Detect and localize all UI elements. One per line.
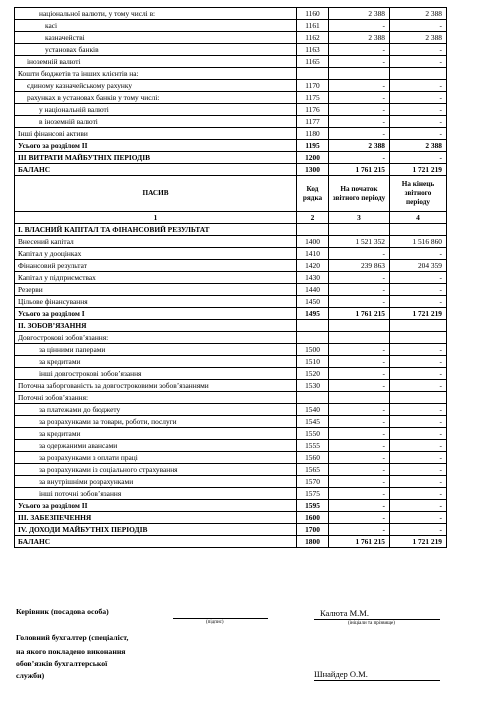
row-label: ІІІ ВИТРАТИ МАЙБУТНІХ ПЕРІОДІВ [15,152,297,164]
table-row [15,296,447,308]
row-end-value: - [390,56,447,68]
row-code: 1180 [297,128,329,140]
row-code: 1595 [297,500,329,512]
row-start-value: - [329,416,390,428]
row-label: за кредитами [15,428,297,440]
row-label: Кошти бюджетів та інших клієнтів на: [15,68,297,80]
table-row [15,92,447,104]
head-name: Калюта М.М. [320,608,369,618]
row-start-value: - [329,296,390,308]
row-code: 1200 [297,152,329,164]
row-start-value [329,320,390,332]
row-label: Усього за розділом ІІ [15,500,297,512]
row-code: 1800 [297,536,329,548]
row-start-value: - [329,488,390,500]
row-code: 1170 [297,80,329,92]
row-code: 1700 [297,524,329,536]
row-start-value: 1 761 215 [329,308,390,320]
row-end-value: - [390,416,447,428]
row-code [297,68,329,80]
row-code: 1195 [297,140,329,152]
row-start-value: 2 388 [329,8,390,20]
row-code: 1400 [297,236,329,248]
row-label: БАЛАНС [15,536,297,548]
table-row [15,8,447,20]
row-label: ІІ. ЗОБОВ’ЯЗАННЯ [15,320,297,332]
row-code: 1430 [297,272,329,284]
row-end-value: - [390,92,447,104]
row-start-value [329,332,390,344]
row-end-value: 2 388 [390,140,447,152]
table-row [15,284,447,296]
row-label: інші довгострокові зобов’язання [15,368,297,380]
row-code [297,332,329,344]
row-code [297,320,329,332]
table-row [15,104,447,116]
row-label: інші поточні зобов’язання [15,488,297,500]
row-code [297,392,329,404]
table-row [15,476,447,488]
table-row [15,536,447,548]
row-label: ПАСИВ [15,176,297,212]
row-code: 1540 [297,404,329,416]
row-label: іноземній валюті [15,56,297,68]
table-row [15,140,447,152]
accountant-name: Шнайдер О.М. [314,669,368,679]
row-start-value: - [329,56,390,68]
row-end-value: - [390,488,447,500]
row-code: 1450 [297,296,329,308]
row-label: Цільове фінансування [15,296,297,308]
row-end-value [390,392,447,404]
table-row [15,20,447,32]
row-end-value: - [390,464,447,476]
row-code: 1163 [297,44,329,56]
row-code [297,224,329,236]
table-row [15,236,447,248]
row-start-value: - [329,44,390,56]
row-code: 1410 [297,248,329,260]
row-code: 1510 [297,356,329,368]
row-label: БАЛАНС [15,164,297,176]
row-code: 1500 [297,344,329,356]
row-start-value: - [329,20,390,32]
row-start-value: 239 863 [329,260,390,272]
row-start-value [329,392,390,404]
row-label: І. ВЛАСНИЙ КАПІТАЛ ТА ФІНАНСОВИЙ РЕЗУЛЬТАТ [15,224,297,236]
row-start-value: 1 761 215 [329,164,390,176]
row-end-value [390,332,447,344]
row-start-value [329,68,390,80]
table-row [15,380,447,392]
row-label: за одержаними авансами [15,440,297,452]
table-row [15,404,447,416]
row-end-value: - [390,128,447,140]
row-end-value: - [390,296,447,308]
accountant-name-line [314,680,440,681]
row-label: Інші фінансові активи [15,128,297,140]
row-start-value: - [329,128,390,140]
row-code: 1161 [297,20,329,32]
row-code: 1545 [297,416,329,428]
table-row [15,248,447,260]
row-start-value [329,224,390,236]
row-end-value: - [390,428,447,440]
row-label: Довгострокові зобов’язання: [15,332,297,344]
row-code: 1555 [297,440,329,452]
row-end-value: - [390,344,447,356]
row-end-value [390,224,447,236]
row-label: Фінансовий результат [15,260,297,272]
row-code: 1520 [297,368,329,380]
table-row [15,272,447,284]
table-row [15,260,447,272]
table-row [15,500,447,512]
table-row [15,308,447,320]
row-code: 1565 [297,464,329,476]
row-end-value: - [390,104,447,116]
row-start-value: 1 521 352 [329,236,390,248]
table-row [15,392,447,404]
row-code: 1560 [297,452,329,464]
row-label: Резерви [15,284,297,296]
row-label: за внутрішніми розрахунками [15,476,297,488]
accountant-title-1: Головний бухгалтер (спеціаліст, [16,633,129,642]
table-row [15,512,447,524]
table-row [15,416,447,428]
row-start-value: На початок звітного періоду [329,176,390,212]
row-end-value: - [390,440,447,452]
row-label: Усього за розділом ІІ [15,140,297,152]
row-end-value: - [390,248,447,260]
table-row [15,80,447,92]
row-label: IV. ДОХОДИ МАЙБУТНІХ ПЕРІОДІВ [15,524,297,536]
row-label: 1 [15,212,297,224]
row-code: 2 [297,212,329,224]
row-start-value: - [329,368,390,380]
row-start-value: - [329,80,390,92]
row-start-value: - [329,344,390,356]
row-end-value: - [390,380,447,392]
row-start-value: - [329,500,390,512]
table-row [15,212,447,224]
row-label: в іноземній валюті [15,116,297,128]
row-end-value: 204 359 [390,260,447,272]
row-end-value: - [390,116,447,128]
row-label: за розрахунками з оплати праці [15,452,297,464]
head-title: Керівник (посадова особа) [16,607,109,616]
row-label: установах банків [15,44,297,56]
row-end-value: - [390,452,447,464]
row-label: Поточна заборгованість за довгостроковими зобов’язаннями [15,380,297,392]
row-code: 1550 [297,428,329,440]
row-end-value: - [390,404,447,416]
row-start-value: - [329,464,390,476]
accountant-title-2: на якого покладено виконання [16,647,126,656]
row-end-value [390,320,447,332]
table-row [15,116,447,128]
row-label: рахунках в установах банків у тому числі: [15,92,297,104]
row-start-value: - [329,92,390,104]
row-label: за цінними паперами [15,344,297,356]
row-code: 1575 [297,488,329,500]
row-code: 1300 [297,164,329,176]
row-label: Капітал у підприємствах [15,272,297,284]
table-row [15,44,447,56]
row-start-value: 2 388 [329,140,390,152]
row-start-value: - [329,476,390,488]
row-code: 1420 [297,260,329,272]
row-start-value: - [329,284,390,296]
row-code: 1176 [297,104,329,116]
row-label: Внесений капітал [15,236,297,248]
row-end-value: - [390,44,447,56]
row-start-value: - [329,428,390,440]
row-end-value: 4 [390,212,447,224]
table-row [15,368,447,380]
row-start-value: - [329,512,390,524]
row-end-value [390,68,447,80]
table-header-row [15,176,447,212]
row-code: 1162 [297,32,329,44]
row-end-value: - [390,20,447,32]
table-row [15,56,447,68]
row-start-value: - [329,116,390,128]
row-start-value: 3 [329,212,390,224]
row-end-value: 1 516 860 [390,236,447,248]
table-row [15,356,447,368]
row-start-value: 2 388 [329,32,390,44]
table-row [15,320,447,332]
head-name-line [314,619,440,620]
table-row [15,164,447,176]
table-row [15,524,447,536]
row-label: казначействі [15,32,297,44]
row-label: Усього за розділом І [15,308,297,320]
row-end-value: - [390,152,447,164]
balance-sheet [14,7,447,548]
row-code: 1160 [297,8,329,20]
table-row [15,428,447,440]
table-row [15,332,447,344]
table-row [15,68,447,80]
row-start-value: - [329,248,390,260]
row-label: Поточні зобов’язання: [15,392,297,404]
head-signature-caption: (підпис) [206,620,224,625]
row-start-value: - [329,152,390,164]
row-code: 1530 [297,380,329,392]
row-start-value: - [329,452,390,464]
row-start-value: - [329,440,390,452]
table-row [15,440,447,452]
row-code: 1495 [297,308,329,320]
row-end-value: - [390,272,447,284]
balance-table [14,7,447,548]
row-end-value: - [390,368,447,380]
row-end-value: 2 388 [390,32,447,44]
row-end-value: - [390,80,447,92]
row-start-value: - [329,272,390,284]
row-end-value: - [390,500,447,512]
accountant-title-3: обов’язків бухгалтерської [16,659,108,668]
row-code: 1600 [297,512,329,524]
row-end-value: - [390,512,447,524]
row-start-value: - [329,380,390,392]
row-end-value: 1 721 219 [390,536,447,548]
row-label: за розрахунками із соціального страхування [15,464,297,476]
row-end-value: - [390,476,447,488]
row-label: за кредитами [15,356,297,368]
row-end-value: На кінець звітного періоду [390,176,447,212]
row-start-value: - [329,524,390,536]
row-start-value: 1 761 215 [329,536,390,548]
row-end-value: - [390,524,447,536]
table-row [15,464,447,476]
table-row [15,452,447,464]
row-label: ІІІ. ЗАБЕЗПЕЧЕННЯ [15,512,297,524]
row-end-value: - [390,356,447,368]
row-code: 1175 [297,92,329,104]
row-label: національної валюти, у тому числі в: [15,8,297,20]
row-code: Код рядка [297,176,329,212]
table-row [15,152,447,164]
row-label: за розрахунками за товари, роботи, послуги [15,416,297,428]
row-code: 1570 [297,476,329,488]
row-label: Капітал у дооцінках [15,248,297,260]
accountant-title-4: служби) [16,671,45,680]
head-name-caption: (ініціали та прізвище) [348,621,395,626]
row-code: 1440 [297,284,329,296]
row-start-value: - [329,104,390,116]
table-row [15,128,447,140]
table-row [15,32,447,44]
row-code: 1165 [297,56,329,68]
row-start-value: - [329,404,390,416]
row-label: у національній валюті [15,104,297,116]
table-row [15,488,447,500]
row-end-value: 1 721 219 [390,308,447,320]
row-end-value: 1 721 219 [390,164,447,176]
row-label: касі [15,20,297,32]
table-row [15,344,447,356]
row-label: єдиному казначейському рахунку [15,80,297,92]
row-label: за платежами до бюджету [15,404,297,416]
row-code: 1177 [297,116,329,128]
row-start-value: - [329,356,390,368]
table-row [15,224,447,236]
row-end-value: 2 388 [390,8,447,20]
row-end-value: - [390,284,447,296]
head-signature-line [173,618,268,619]
